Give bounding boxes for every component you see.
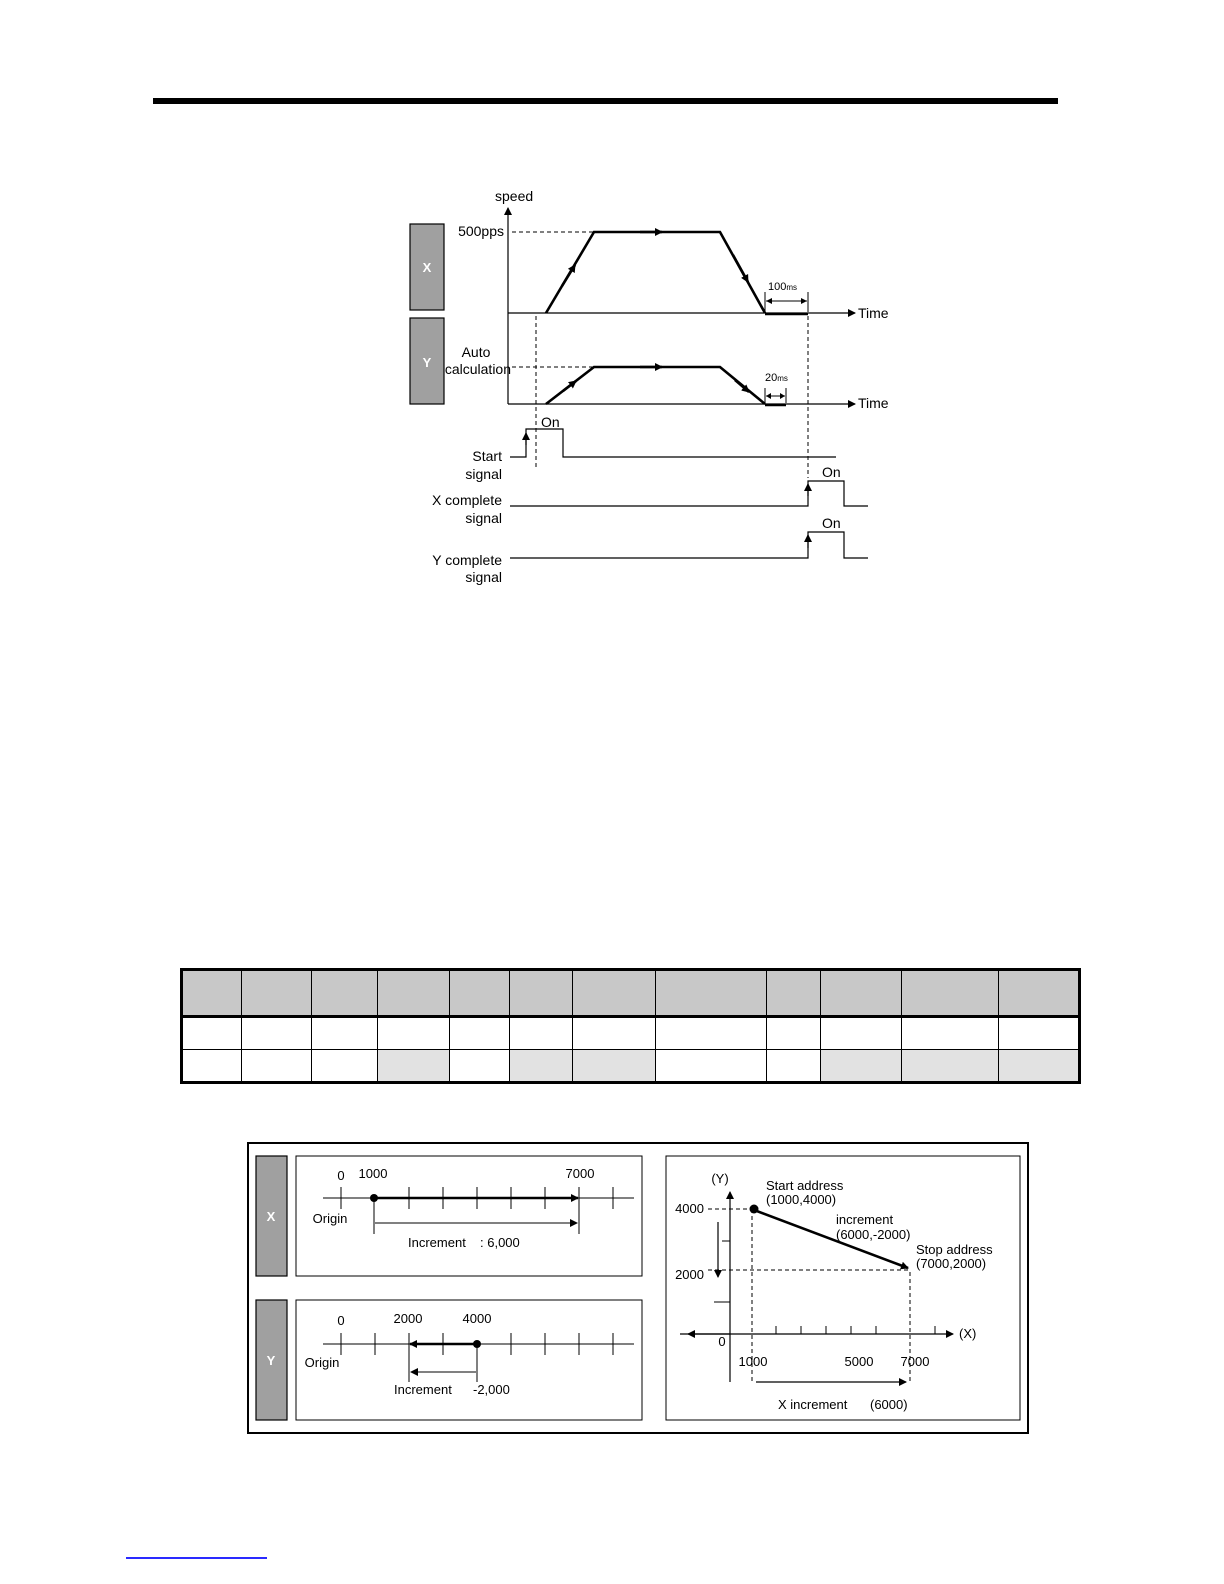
- x-axis-badge: [410, 224, 444, 310]
- table-cell: [510, 1050, 573, 1083]
- y-end-label: 2000: [393, 1311, 423, 1326]
- table-cell: [767, 1050, 821, 1083]
- y-badge-label: Y: [422, 355, 432, 370]
- y-origin-label: Origin: [304, 1355, 340, 1370]
- position-diagram: [246, 1142, 1030, 1436]
- stop-address-label: Stop address: [916, 1242, 993, 1257]
- table-cell: [573, 1017, 656, 1050]
- footer-link-underline: [126, 1557, 267, 1559]
- plane-start-point: [750, 1205, 759, 1214]
- x-badge-label: X: [266, 1209, 276, 1224]
- table-cell: [182, 1017, 242, 1050]
- table-cell: [378, 1050, 450, 1083]
- table-cell: [656, 1050, 767, 1083]
- table-cell: [312, 1050, 378, 1083]
- table-cell: [767, 1017, 821, 1050]
- table-cell: [902, 1017, 999, 1050]
- x-decel-arrow: [733, 255, 748, 282]
- table-cell: [242, 1050, 312, 1083]
- plane-x-increment-value: (6000): [870, 1397, 908, 1412]
- plane-y-4000: 4000: [675, 1201, 704, 1216]
- y-speed-profile: [546, 367, 765, 404]
- speed-label: speed: [495, 188, 534, 204]
- x-badge-label: X: [422, 260, 432, 275]
- start-signal-waveform: [510, 429, 836, 457]
- y-dwell-value: 20ms: [765, 372, 788, 384]
- x-accel-arrow: [562, 265, 575, 286]
- y-decel-arrow: [735, 380, 749, 392]
- y-axis-badge: [256, 1300, 287, 1420]
- auto-calc-label-1: Auto: [461, 344, 491, 360]
- plane-x-axis-label: (X): [959, 1326, 977, 1341]
- y-complete-on-label: On: [822, 515, 841, 531]
- plane-x-7000: 7000: [900, 1354, 930, 1369]
- x-axis-badge: [256, 1156, 287, 1276]
- plane-y-2000: 2000: [675, 1267, 704, 1282]
- parameter-table: [180, 968, 1081, 1084]
- position-frame: [248, 1143, 1028, 1433]
- y-increment-label: Increment: [394, 1382, 452, 1397]
- y-accel-arrow: [563, 381, 576, 391]
- x-end-label: 7000: [565, 1166, 595, 1181]
- y-complete-waveform: [510, 532, 868, 558]
- table-cell: [450, 1017, 510, 1050]
- x-complete-label-2: signal: [465, 510, 502, 526]
- table-header-cell: [767, 970, 821, 1017]
- x-start-point: [370, 1194, 378, 1202]
- table-cell: [450, 1050, 510, 1083]
- table-header-row: [182, 970, 1080, 1017]
- start-on-label: On: [541, 414, 560, 430]
- x-origin-label: Origin: [312, 1211, 348, 1226]
- y-complete-label-2: signal: [465, 569, 502, 585]
- table-cell: [378, 1017, 450, 1050]
- table-cell: [182, 1050, 242, 1083]
- start-signal-label-1: Start: [472, 448, 502, 464]
- table-cell: [821, 1017, 902, 1050]
- plane-origin-zero: 0: [718, 1334, 726, 1349]
- x-increment-value: : 6,000: [480, 1235, 520, 1250]
- table-cell: [312, 1017, 378, 1050]
- table-cell: [821, 1050, 902, 1083]
- table-row: [182, 1050, 1080, 1083]
- start-address-coords: (1000,4000): [766, 1192, 837, 1207]
- plane-y-axis-label: (Y): [711, 1171, 729, 1186]
- table-header-cell: [821, 970, 902, 1017]
- table-row: [182, 1017, 1080, 1050]
- table-cell: [902, 1050, 999, 1083]
- increment-label: increment: [836, 1212, 894, 1227]
- x-speed-profile: [546, 232, 765, 313]
- table-header-cell: [242, 970, 312, 1017]
- table-cell: [999, 1050, 1080, 1083]
- y-time-label: Time: [858, 395, 889, 411]
- y-start-label: 4000: [462, 1311, 492, 1326]
- x-complete-waveform: [510, 481, 868, 506]
- start-address-label: Start address: [766, 1178, 844, 1193]
- y-increment-value: -2,000: [473, 1382, 510, 1397]
- table-cell: [656, 1017, 767, 1050]
- x-time-label: Time: [858, 305, 889, 321]
- y-axis-badge: [410, 318, 444, 404]
- table-cell: [999, 1017, 1080, 1050]
- table-header-cell: [450, 970, 510, 1017]
- y-badge-label: Y: [266, 1353, 276, 1368]
- table-header-cell: [182, 970, 242, 1017]
- timing-diagram: [400, 180, 920, 600]
- auto-calc-label-2: calculation: [444, 361, 511, 377]
- table-header-cell: [656, 970, 767, 1017]
- table-header-cell: [312, 970, 378, 1017]
- table-header-cell: [999, 970, 1080, 1017]
- table-cell: [510, 1017, 573, 1050]
- x-zero-label: 0: [337, 1168, 345, 1183]
- plane-x-5000: 5000: [844, 1354, 874, 1369]
- stop-address-coords: (7000,2000): [916, 1256, 987, 1271]
- increment-coords: (6000,-2000): [836, 1227, 911, 1242]
- x-complete-label-1: X complete: [431, 492, 502, 508]
- table-header-cell: [378, 970, 450, 1017]
- y-complete-label-1: Y complete: [432, 552, 502, 568]
- x-dwell-value: 100ms: [768, 281, 798, 293]
- x-complete-on-label: On: [822, 464, 841, 480]
- speed-value: 500pps: [458, 223, 504, 239]
- table-header-cell: [902, 970, 999, 1017]
- table-cell: [573, 1050, 656, 1083]
- x-start-label: 1000: [358, 1166, 388, 1181]
- plane-x-1000: 1000: [738, 1354, 768, 1369]
- y-start-point: [473, 1340, 481, 1348]
- table-header-cell: [510, 970, 573, 1017]
- plane-x-increment-label: X increment: [778, 1397, 848, 1412]
- y-zero-label: 0: [337, 1313, 345, 1328]
- table-cell: [242, 1017, 312, 1050]
- x-increment-label: Increment: [408, 1235, 466, 1250]
- table-header-cell: [573, 970, 656, 1017]
- start-signal-label-2: signal: [465, 466, 502, 482]
- header-rule: [153, 98, 1058, 104]
